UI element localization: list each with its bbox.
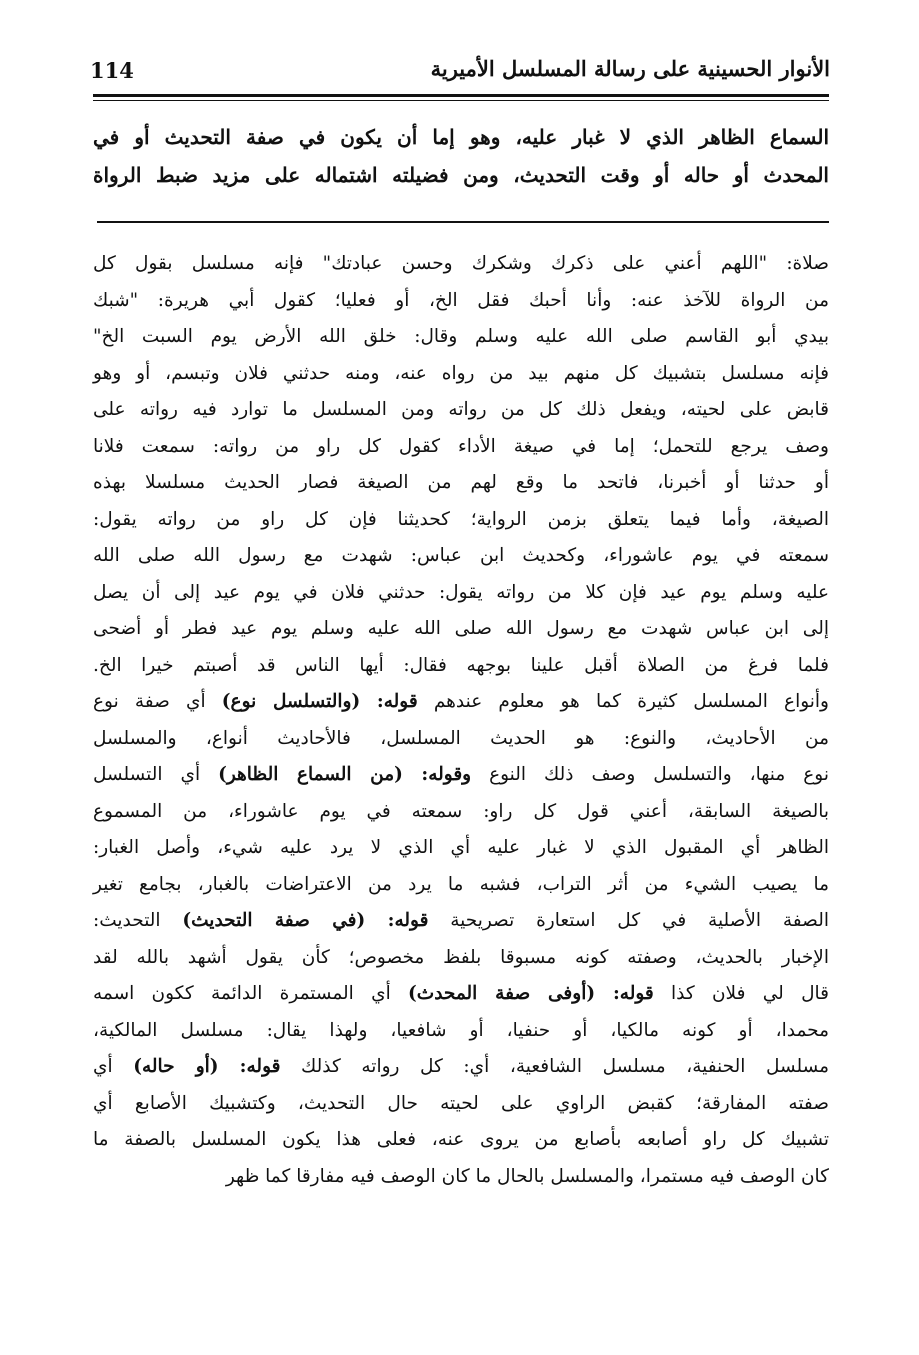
commentary-line: من الأحاديث، والنوع: هو الحديث المسلسل، فالأحاديث أنواع، والمسلسل [93, 727, 829, 749]
qawl-quote: قوله: (أو حاله) [133, 1056, 281, 1077]
commentary-line-with-qawl [93, 1049, 829, 1086]
commentary-line: من الرواة للآخذ عنه: وأنا أحبك فقل الخ، أو فعليا؛ كقول أبي هريرة: "شبك [93, 289, 829, 311]
commentary-line-with-qawl [93, 757, 829, 794]
commentary-segment: التحديث: [93, 910, 183, 931]
commentary-line: محمدا، أو كونه مالكيا، أو حنفيا، أو شافعيا، ولهذا يقال: مسلسل المالكية، [93, 1019, 829, 1041]
header-rule-thick [93, 94, 829, 97]
commentary-line: صفته المفارقة؛ كقبض الراوي على لحيته حال التحديث، وكتشبيك الأصابع أي [93, 1092, 829, 1114]
commentary-segment: أي التسلسل [93, 764, 219, 785]
qawl-quote: وقوله: (من السماع الظاهر) [218, 764, 472, 785]
running-title: الأنوار الحسينية على رسالة المسلسل الأميرية [430, 56, 830, 81]
commentary-line-with-qawl [93, 903, 829, 940]
commentary-line: بيدي أبو القاسم صلى الله عليه وسلم وقال: خلق الله الأرض يوم السبت الخ" [93, 326, 829, 347]
page-header [90, 52, 830, 92]
commentary-segment: قال لي فلان كذا [653, 983, 829, 1004]
qawl-quote: قوله: (والتسلسل نوع) [221, 691, 418, 712]
commentary-segment: الصفة الأصلية في كل استعارة تصريحية [428, 910, 829, 931]
commentary-line: بالصيغة السابقة، أعني قول كل راو: سمعته في يوم عاشوراء، من المسموع [93, 800, 829, 822]
commentary-line: الصيغة، وأما فيما يتعلق بزمن الرواية؛ كحديثنا فإن كل راو من رواته يقول: [93, 508, 829, 530]
commentary-line: أو حدثنا أو أخبرنا، فاتحد ما وقع لهم من الصيغة فصار الحديث مسلسلا بهذه [93, 472, 829, 493]
commentary-line: الظاهر أي المقبول الذي لا غبار عليه أي الذي لا يرد عليه شيء، وأصل الغبار: [93, 837, 829, 858]
commentary-text [93, 246, 829, 1195]
commentary-line: كان الوصف فيه مستمرا، والمسلسل بالحال ما كان الوصف فيه مفارقا كما ظهر [225, 1165, 829, 1187]
matn-line: السماع الظاهر الذي لا غبار عليه، وهو إما أن يكون في صفة التحديث أو في [93, 125, 829, 149]
commentary-line-with-qawl [93, 684, 829, 721]
qawl-quote: قوله: (أوفى صفة المحدث) [408, 983, 654, 1004]
commentary-segment: أي [93, 1056, 134, 1077]
matn-text [93, 118, 829, 194]
commentary-segment: نوع منها، والتسلسل وصف ذلك النوع [471, 764, 829, 785]
commentary-line: عليه وسلم يوم عيد فإن كلا من رواته يقول: حدثني فلان في يوم عيد إلى أن يصل [93, 581, 829, 603]
commentary-line: سمعته في يوم عاشوراء، وكحديث ابن عباس: شهدت مع رسول الله صلى الله [93, 545, 829, 566]
commentary-line: وصف يرجع للتحمل؛ إما في صيغة الأداء كقول كل راو من رواته: سمعت فلانا [93, 435, 829, 457]
commentary-segment: مسلسل الحنفية، مسلسل الشافعية، أي: كل رواته كذلك [280, 1056, 829, 1077]
commentary-line: الإخبار بالحديث، وصفته كونه مسبوقا بلفظ مخصوص؛ كأن يقول أشهد بالله لقد [93, 946, 829, 968]
commentary-line: إلى ابن عباس شهدت مع رسول الله صلى الله عليه وسلم يوم عيد فطر أو أضحى [93, 618, 829, 639]
commentary-line: فإنه مسلسل بتشبيك كل منهم بيد من رواه عنه، ومنه حدثني فلان وتبسم، أو وهو [93, 362, 829, 384]
commentary-line: قابض على لحيته، ويفعل ذلك كل من رواته ومن المسلسل ما توارد فيه رواته على [93, 399, 829, 420]
commentary-segment: أي المستمرة الدائمة ككون اسمه [93, 983, 409, 1004]
matn-line: المحدث أو حاله أو وقت التحديث، ومن فضيلته اشتماله على مزيد ضبط الرواة [93, 163, 829, 187]
matn-separator-line [97, 221, 829, 223]
commentary-segment: أي صفة نوع [93, 691, 222, 712]
commentary-line: ما يصيب الشيء من أثر التراب، فشبه ما يرد من الاعتراضات بالغبار، بجامع تغير [93, 873, 829, 895]
header-rule-thin [93, 100, 829, 101]
commentary-line: فلما فرغ من الصلاة أقبل علينا بوجهه فقال: أيها الناس قد أصبتم خيرا الخ. [93, 654, 829, 676]
qawl-quote: قوله: (في صفة التحديث) [182, 910, 429, 931]
commentary-segment: وأنواع المسلسل كثيرة كما هو معلوم عندهم [417, 691, 829, 712]
commentary-line-with-qawl [93, 976, 829, 1013]
page-number: 114 [90, 58, 134, 83]
commentary-line: صلاة: "اللهم أعني على ذكرك وشكرك وحسن عبادتك" فإنه مسلسل بقول كل [93, 253, 829, 274]
commentary-line: تشبيك كل راو أصابعه بأصابع من يروى عنه، فعلى هذا يكون المسلسل بالصفة ما [93, 1129, 829, 1150]
